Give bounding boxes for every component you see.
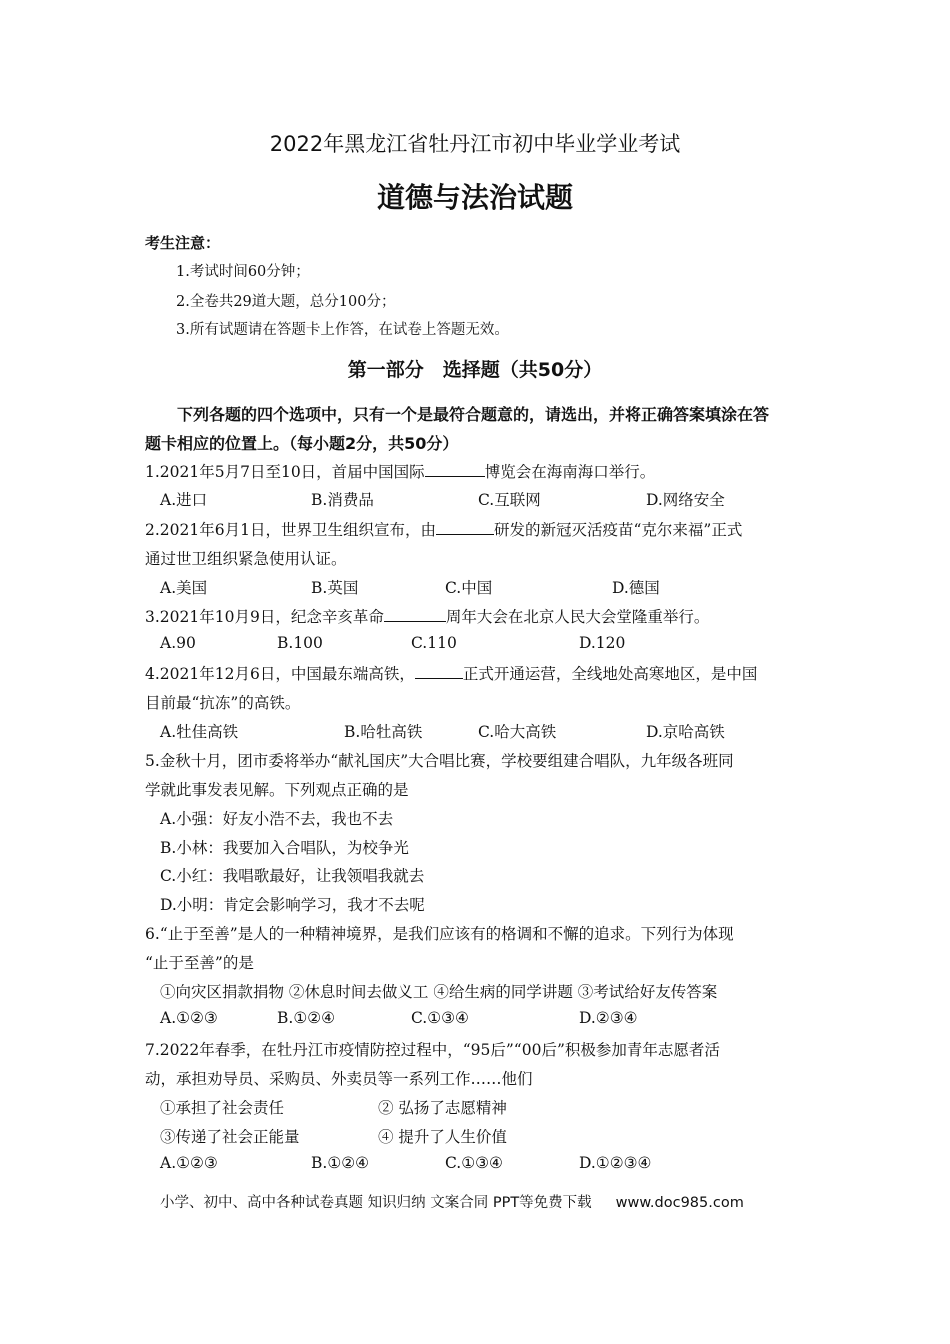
option-a: A.①②③ <box>160 1009 218 1027</box>
option-c: C.小红：我唱歌最好，让我领唱我就去 <box>160 867 425 885</box>
question-7-line-2: 动，承担劝导员、采购员、外卖员等一系列工作……他们 <box>145 1070 533 1088</box>
subject-title: 道德与法治试题 <box>376 181 573 214</box>
option-d: D.网络安全 <box>646 491 725 509</box>
answer-blank <box>425 462 485 477</box>
option-c: C.互联网 <box>478 491 541 509</box>
option-d: D.①②③④ <box>579 1154 652 1172</box>
question-1: 1.2021年5月7日至10日，首届中国国际 博览会在海南海口举行。 <box>145 463 656 481</box>
option-b: B.小林：我要加入合唱队，为校争光 <box>160 839 409 857</box>
question-2-line-2: 通过世卫组织紧急使用认证。 <box>145 550 347 568</box>
question-5-line-2: 学就此事发表见解。下列观点正确的是 <box>145 781 409 799</box>
option-c: C.中国 <box>445 579 493 597</box>
option-b: B.消费品 <box>311 491 374 509</box>
question-7: 7.2022年春季，在牡丹江市疫情防控过程中，“95后”“00后”积极参加青年志愿者活 <box>145 1041 720 1059</box>
answer-blank <box>384 607 446 622</box>
option-a: A.美国 <box>160 579 208 597</box>
question-5: 5.金秋十月，团市委将举办“献礼国庆”大合唱比赛，学校要组建合唱队，九年级各班同 <box>145 752 734 770</box>
instructions-line: 下列各题的四个选项中，只有一个是最符合题意的，请选出，并将正确答案填涂在答 <box>177 405 770 424</box>
exam-title: 2022年黑龙江省牡丹江市初中毕业学业考试 <box>269 132 681 156</box>
statement: ④ 提升了人生价值 <box>378 1128 507 1146</box>
option-a: A.①②③ <box>160 1154 218 1172</box>
statement: ①承担了社会责任 <box>160 1099 285 1117</box>
footer-text: 小学、初中、高中各种试卷真题 知识归纳 文案合同 PPT等免费下载 <box>160 1195 592 1211</box>
question-3: 3.2021年10月9日，纪念辛亥革命 周年大会在北京人民大会堂隆重举行。 <box>145 608 710 626</box>
option-d: D.京哈高铁 <box>646 723 725 741</box>
option-c: C.110 <box>411 634 457 652</box>
option-a: A.进口 <box>160 491 208 509</box>
option-c: C.①③④ <box>445 1154 503 1172</box>
option-c: C.哈大高铁 <box>478 723 557 741</box>
option-b: B.英国 <box>311 579 359 597</box>
question-2: 2.2021年6月1日，世界卫生组织宣布，由 研发的新冠灭活疫苗“克尔来福”正式 <box>145 521 743 539</box>
option-d: D.120 <box>579 634 626 652</box>
notice-item: 2.全卷共29道大题，总分100分； <box>176 294 396 310</box>
option-b: B.①②④ <box>311 1154 370 1172</box>
option-d: D.德国 <box>612 579 660 597</box>
section-title: 第一部分 选择题（共50分） <box>347 359 603 381</box>
question-6: 6.“止于至善”是人的一种精神境界，是我们应该有的格调和不懈的追求。下列行为体现 <box>145 925 734 943</box>
answer-blank <box>436 520 494 535</box>
notice-item: 1.考试时间60分钟； <box>176 264 310 280</box>
question-6-line-2: “止于至善”的是 <box>145 954 254 972</box>
question-4: 4.2021年12月6日，中国最东端高铁， 正式开通运营，全线地处高寒地区，是中国 <box>145 665 758 683</box>
option-a: A.小强：好友小浩不去，我也不去 <box>160 810 394 828</box>
option-d: D.②③④ <box>579 1009 638 1027</box>
notice-item: 3.所有试题请在答题卡上作答，在试卷上答题无效。 <box>176 322 509 338</box>
option-c: C.①③④ <box>411 1009 469 1027</box>
instructions-line: 题卡相应的位置上。（每小题2分，共50分） <box>145 434 459 453</box>
option-b: B.100 <box>277 634 323 652</box>
footer-url[interactable]: www.doc985.com <box>615 1195 744 1211</box>
option-a: A.90 <box>160 634 196 652</box>
option-a: A.牡佳高铁 <box>160 723 239 741</box>
answer-blank <box>415 664 463 679</box>
page-footer <box>160 1191 744 1212</box>
option-d: D.小明：肯定会影响学习，我才不去呢 <box>160 896 425 914</box>
statement-list: ①向灾区捐款捐物 ②休息时间去做义工 ④给生病的同学讲题 ③考试给好友传答案 <box>160 983 718 1001</box>
question-4-line-2: 目前最“抗冻”的高铁。 <box>145 694 301 712</box>
option-b: B.①②④ <box>277 1009 336 1027</box>
option-b: B.哈牡高铁 <box>344 723 423 741</box>
statement: ③传递了社会正能量 <box>160 1128 300 1146</box>
notice-heading: 考生注意： <box>145 234 221 252</box>
statement: ② 弘扬了志愿精神 <box>378 1099 507 1117</box>
